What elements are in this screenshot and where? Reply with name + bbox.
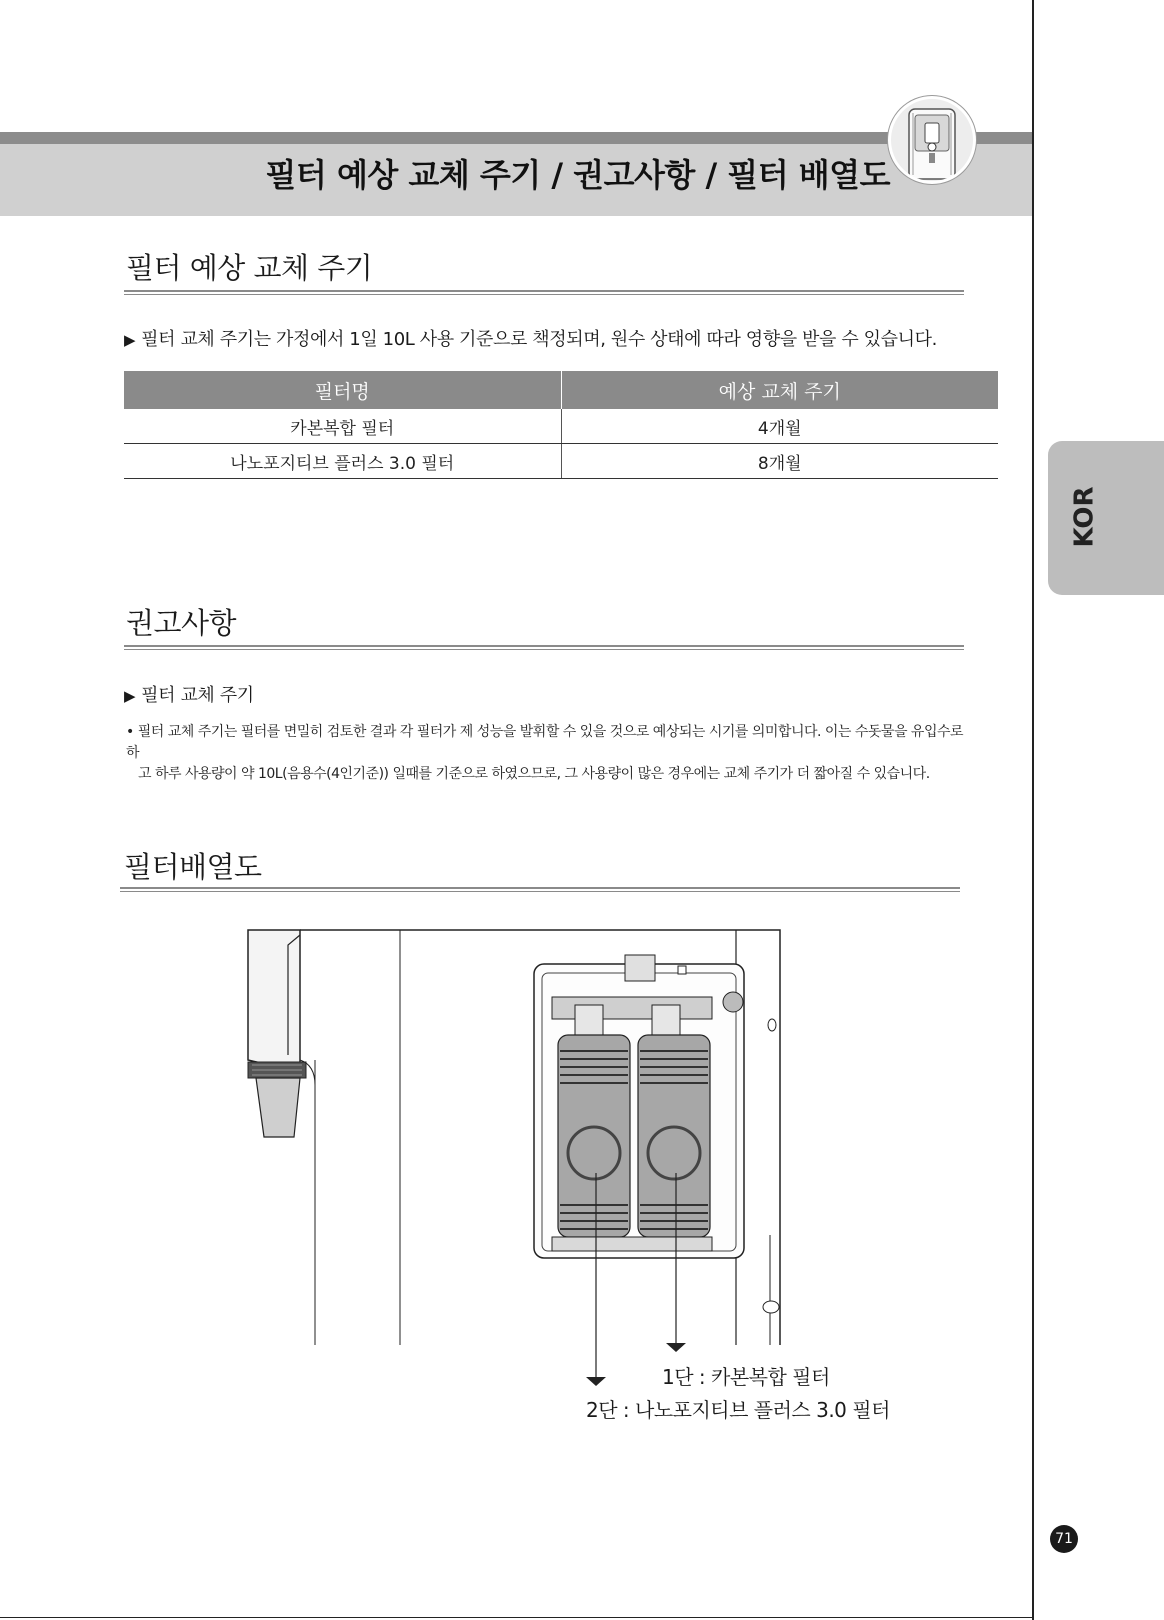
page-right-border — [1032, 0, 1034, 1620]
recommendation-subtitle — [124, 681, 254, 707]
page-bottom-border — [0, 1617, 1034, 1618]
stage2-filter-label: 2단 : 나노포지티브 플러스 3.0 필터 — [586, 1398, 890, 1422]
triangle-bullet-icon: ▶ — [124, 687, 136, 705]
product-thumbnail-icon — [888, 96, 976, 184]
header-band-dark — [0, 132, 1032, 144]
table-row — [124, 409, 998, 444]
recommendation-subtitle-text: 필터 교체 주기 — [141, 685, 254, 706]
table-cell: 카본복합 필터 — [124, 409, 561, 444]
filter-replacement-table — [124, 371, 998, 479]
table-cell: 8개월 — [561, 444, 998, 479]
language-tab-label: KOR — [1069, 486, 1100, 548]
page-number: 71 — [1050, 1525, 1078, 1553]
filter-layout-diagram — [240, 925, 820, 1399]
recommendation-body — [126, 722, 966, 785]
replacement-note-text: 필터 교체 주기는 가정에서 1일 10L 사용 기준으로 책정되며, 원수 상태에 따라 영향을 받을 수 있습니다. — [141, 329, 937, 350]
page-title: 필터 예상 교체 주기 / 권고사항 / 필터 배열도 — [265, 156, 890, 194]
table-cell: 4개월 — [561, 409, 998, 444]
section-divider — [124, 290, 964, 295]
recommendation-body-line: • 필터 교체 주기는 필터를 면밀히 검토한 결과 각 필터가 제 성능을 발휘할 수 있을 것으로 예상되는 시기를 의미합니다. 이는 수돗물을 유입수로 하 — [126, 724, 964, 761]
section-title-filter-layout: 필터배열도 — [124, 850, 262, 884]
table-header-cycle: 예상 교체 주기 — [561, 371, 998, 409]
table-header-filter-name: 필터명 — [124, 371, 561, 409]
table-row — [124, 444, 998, 479]
triangle-bullet-icon: ▶ — [124, 331, 136, 349]
section-divider — [124, 645, 964, 650]
table-cell: 나노포지티브 플러스 3.0 필터 — [124, 444, 561, 479]
section-divider — [120, 887, 960, 892]
section-title-recommendations: 권고사항 — [126, 606, 237, 640]
stage1-filter-label: 1단 : 카본복합 필터 — [662, 1365, 830, 1389]
replacement-note — [124, 325, 937, 351]
recommendation-body-line: 고 하루 사용량이 약 10L(음용수(4인기준)) 일때를 기준으로 하였으므로, 그 사용량이 많은 경우에는 교체 주기가 더 짧아질 수 있습니다. — [138, 766, 930, 782]
section-title-replacement-cycle: 필터 예상 교체 주기 — [126, 251, 373, 285]
